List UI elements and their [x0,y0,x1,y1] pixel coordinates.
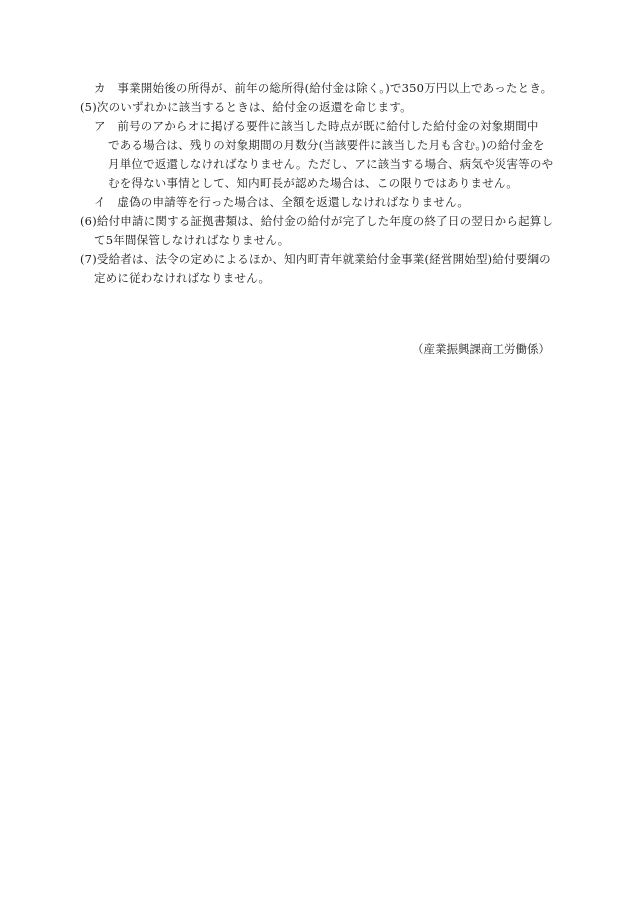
clause-a-line-3: 月単位で返還しなければなりません。ただし、アに該当する場合、病気や災害等のや [108,157,554,171]
section-6-line-2: て5年間保管しなければなりません。 [94,233,290,247]
clause-a-line-1: ア 前号のアからオに掲げる要件に該当した時点が既に給付した給付金の対象期間中 [94,119,539,133]
section-7-line-2: 定めに従わなければなりません。 [94,271,271,285]
clause-ka: カ 事業開始後の所得が、前年の総所得(給付金は除く。)で350万円以上であったとき。 [94,81,553,95]
clause-i: イ 虚偽の申請等を行った場合は、全額を返還しなければなりません。 [94,195,470,209]
section-5-heading: (5)次のいずれかに該当するときは、給付金の返還を命じます。 [80,100,412,114]
clause-a-line-4: むを得ない事情として、知内町長が認めた場合は、この限りではありません。 [108,176,518,190]
section-7-line-1: (7)受給者は、法令の定めによるほか、知内町青年就業給付金事業(経営開始型)給付要綱の [80,252,551,266]
section-6-line-1: (6)給付申請に関する証拠書類は、給付金の給付が完了した年度の終了日の翌日から起算し [80,214,554,228]
clause-a-line-2: である場合は、残りの対象期間の月数分(当該要件に該当した月も含む。)の給付金を [108,138,545,152]
department-footer: （産業振興課商工労働係） [412,342,550,356]
